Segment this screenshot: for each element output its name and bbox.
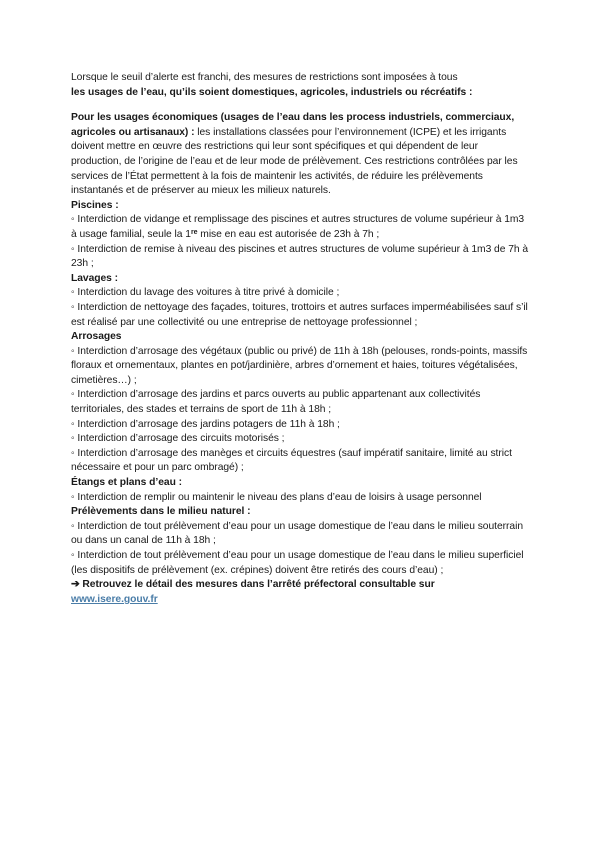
economic-paragraph [71,111,531,199]
piscines-item: ◦ Interdiction de remise à niveau des piscines et autres structures de volume supérieur à 1m3 de 7h à 23h ; [71,243,529,270]
piscines-item-text: mise en eau est autorisée de 23h à 7h ; [197,228,380,240]
piscines-heading: Piscines : [71,199,119,211]
intro-line-bold: les usages de l’eau, qu’ils soient domestiques, agricoles, industriels ou récréatifs : [71,86,473,98]
lavages-item: ◦ Interdiction de nettoyage des façades, toitures, trottoirs et autres surfaces imperméabilisées sauf s’il est réalisé par une collectivité ou une entreprise de nettoyage professionnel ; [71,301,528,328]
economic-text: les installations classées pour l’environnement (ICPE) et les irrigants doivent mettre en œuvre des restrictions qui leur sont spécifiques et qui dépendent de leur production, de l’origine de l’eau et de leur mode de prélèvement. Ces restrictions contrôlées par les services de l’État permettent à la fois de maintenir les activités, de réduire les prélèvements instantanés et de préserver au mieux les milieux naturels. [71,126,518,197]
arrosages-item: ◦ Interdiction d’arrosage des circuits motorisés ; [71,433,285,445]
arrosages-heading: Arrosages [71,331,122,343]
intro-line: Lorsque le seuil d’alerte est franchi, des mesures de restrictions sont imposées à tous [71,72,458,83]
arrosages-item: ◦ Interdiction d’arrosage des végétaux (public ou privé) de 11h à 18h (pelouses, ronds-points, massifs floraux et ornementaux, plantes en pot/jardinière, arbres d’ornement et haies, toitures végétalisées, cimetières…) ; [71,345,528,386]
prelevements-heading: Prélèvements dans le milieu naturel : [71,506,251,518]
arrosages-item: ◦ Interdiction d’arrosage des jardins et parcs ouverts au public appartenant aux collectivités territoriales, des stades et terrains de sport de 11h à 18h ; [71,389,481,416]
economic-heading: Pour les usages économiques (usages de l’eau dans les process industriels, commerciaux, agricoles ou artisanaux) : [71,112,515,138]
arrosages-item: ◦ Interdiction d’arrosage des jardins potagers de 11h à 18h ; [71,418,340,430]
superscript: re [190,228,198,236]
prelevements-item: ◦ Interdiction de tout prélèvement d’eau pour un usage domestique de l’eau dans le milieu souterrain ou dans un canal de 11h à 18h ; [71,520,524,547]
lavages-heading: Lavages : [71,272,119,284]
document-body [71,71,531,607]
footer-text: ➔ Retrouvez le détail des mesures dans l’arrêté préfectoral consultable sur [71,579,435,591]
arrosages-item: ◦ Interdiction d’arrosage des manèges et circuits équestres (sauf impératif sanitaire, limité au strict nécessaire et pour un parc ombragé) ; [71,447,512,474]
prefecture-link[interactable]: www.isere.gouv.fr [71,593,158,605]
etangs-heading: Étangs et plans d’eau : [71,477,182,489]
etangs-item: ◦ Interdiction de remplir ou maintenir le niveau des plans d’eau de loisirs à usage personnel [71,491,482,503]
spacer [71,100,531,111]
prelevements-item: ◦ Interdiction de tout prélèvement d’eau pour un usage domestique de l’eau dans le milieu superficiel (les dispositifs de prélèvement (ex. crépines) doivent être retirés des cours d’eau) ; [71,550,524,576]
lavages-item: ◦ Interdiction du lavage des voitures à titre privé à domicile ; [71,287,340,299]
piscines-item-text: ◦ Interdiction de vidange et remplissage des piscines et autres structures de volume supérieur à 1m3 à usage familial, seule la 1 [71,214,525,240]
piscines-item [71,213,531,242]
